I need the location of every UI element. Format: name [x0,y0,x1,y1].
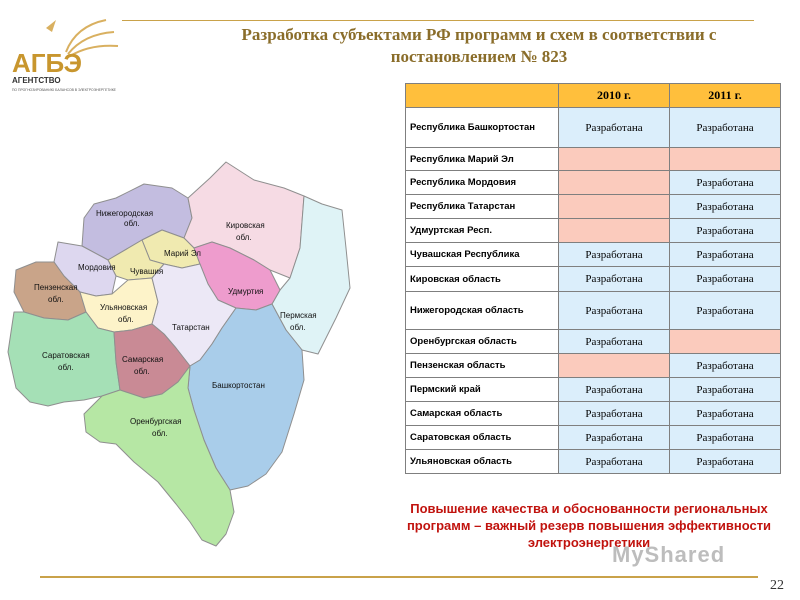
conclusion-note: Повышение качества и обоснованности региональных программ – важный резерв повышения эффективности электроэнергетики [406,501,772,550]
map-label-mariy-el: Марий Эл [164,249,201,258]
region-cell: Республика Мордовия [406,171,559,195]
map-label-permskaya: Пермская обл. [280,311,317,332]
table-row [406,292,781,330]
region-cell: Кировская область [406,267,559,292]
logo-wordmark: АГБЭ [12,48,83,78]
region-cell: Пермский край [406,378,559,402]
header-2010: 2010 г. [559,84,670,108]
table-row [406,330,781,354]
status-2010: Разработана [559,450,670,474]
status-2010: Разработана [559,378,670,402]
table-row [406,267,781,292]
status-2011 [670,330,781,354]
status-2011: Разработана [670,354,781,378]
map-label-chuvashia: Чувашия [130,267,164,276]
map-label-orenburgskaya: Оренбургская обл. [130,417,182,438]
status-2011 [670,148,781,171]
status-2010 [559,219,670,243]
watermark-text: MyShared [612,542,726,567]
table-row [406,402,781,426]
status-2010 [559,148,670,171]
table-header-row [406,84,781,108]
map-label-penzenskaya: Пензенская обл. [34,283,78,304]
footer-rule [40,576,758,578]
table-row [406,171,781,195]
map-label-saratovskaya: Саратовская обл. [42,351,90,372]
agbe-logo [6,8,124,94]
status-2010: Разработана [559,267,670,292]
header-rule [122,20,754,21]
slide-title: Разработка субъектами РФ программ и схем в соответствии с постановлением № 823 [241,25,717,66]
table-row [406,148,781,171]
region-cell: Удмуртская Респ. [406,219,559,243]
region-cell: Республика Марий Эл [406,148,559,171]
map-label-udmurtia: Удмуртия [228,287,264,296]
status-2011: Разработана [670,402,781,426]
status-2010: Разработана [559,292,670,330]
region-map [4,152,354,552]
table-row [406,378,781,402]
table-row [406,195,781,219]
map-label-bashkortostan: Башкортостан [212,381,265,390]
header-region [406,84,559,108]
page-number: 22 [770,578,784,593]
status-2011: Разработана [670,195,781,219]
status-2010: Разработана [559,426,670,450]
status-2010 [559,195,670,219]
table-row [406,426,781,450]
map-label-kirovskaya: Кировская обл. [226,221,265,242]
status-2010: Разработана [559,108,670,148]
status-2011: Разработана [670,267,781,292]
region-cell: Саратовская область [406,426,559,450]
map-label-mordovia: Мордовия [78,263,116,272]
table-row [406,108,781,148]
table-row [406,354,781,378]
status-2011: Разработана [670,219,781,243]
status-2011: Разработана [670,108,781,148]
status-2010: Разработана [559,330,670,354]
map-label-ulyanovskaya: Ульяновская обл. [100,303,148,324]
region-cell: Самарская область [406,402,559,426]
table-row [406,219,781,243]
status-2011: Разработана [670,171,781,195]
region-cell: Оренбургская область [406,330,559,354]
program-status-table [405,83,781,474]
region-cell: Нижегородская область [406,292,559,330]
table-row [406,243,781,267]
status-2010: Разработана [559,402,670,426]
region-cell: Пензенская область [406,354,559,378]
status-2011: Разработана [670,450,781,474]
status-2010 [559,354,670,378]
status-2010 [559,171,670,195]
status-2011: Разработана [670,378,781,402]
region-cell: Ульяновская область [406,450,559,474]
status-2011: Разработана [670,243,781,267]
map-label-nizhegorodskaya: Нижегородская обл. [96,209,154,228]
logo-line1: АГЕНТСТВО [12,76,61,85]
status-2011: Разработана [670,292,781,330]
region-cell: Чувашская Республика [406,243,559,267]
logo-line2: ПО ПРОГНОЗИРОВАНИЮ БАЛАНСОВ В ЭЛЕКТРОЭНЕРГЕТИКЕ [12,88,116,92]
map-label-tatarstan: Татарстан [172,323,210,332]
status-2011: Разработана [670,426,781,450]
status-2010: Разработана [559,243,670,267]
map-label-samarskaya: Самарская обл. [122,355,164,376]
region-cell: Республика Татарстан [406,195,559,219]
header-2011: 2011 г. [670,84,781,108]
region-cell: Республика Башкортостан [406,108,559,148]
table-row [406,450,781,474]
